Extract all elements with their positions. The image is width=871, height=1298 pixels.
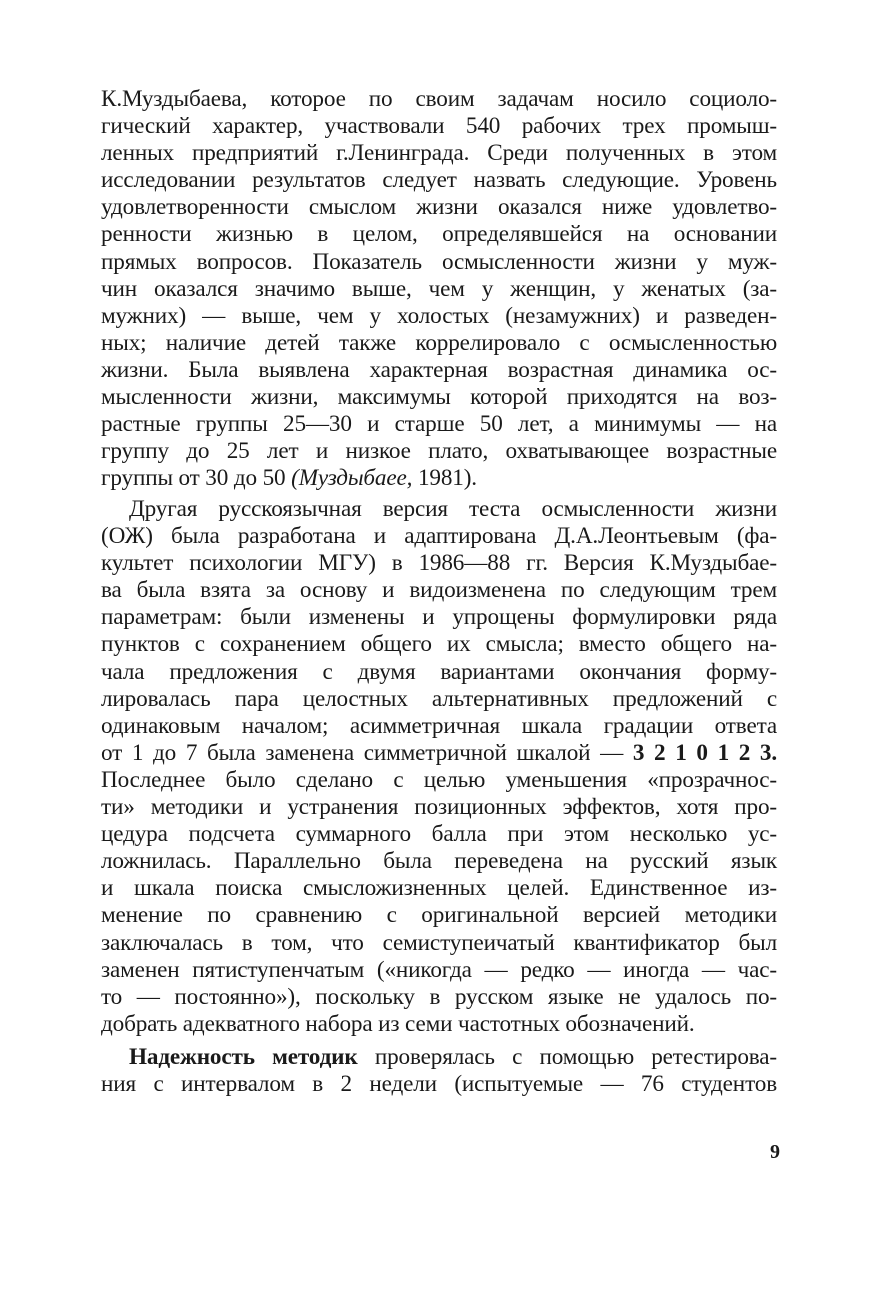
text-line: гический характер, участвовали 540 рабочих трех промыш-	[101, 113, 777, 140]
text-line-last	[101, 465, 777, 492]
section-heading-inline: Надежность методик	[129, 1044, 358, 1070]
text-line: удовлетворенности смыслом жизни оказался ниже удовлетво-	[101, 194, 777, 221]
text-fragment: от 1 до 7 была заменена симметричной шкалой —	[101, 739, 633, 766]
text-line-last: добрать адекватного набора из семи частотных обозначений.	[101, 1010, 695, 1037]
page-number: 9	[770, 1141, 780, 1163]
text-line-scale	[101, 740, 777, 767]
text-line-first	[101, 1044, 777, 1071]
text-line: одинаковым началом; асимметричная шкала градации ответа	[101, 712, 777, 739]
paragraph-3	[101, 1044, 777, 1098]
text-line: К.Муздыбаева, которое по своим задачам носило социоло-	[101, 86, 777, 112]
text-line: жизни. Была выявлена характерная возрастная динамика ос-	[101, 356, 777, 383]
paragraph-1	[101, 86, 777, 492]
text-line: (ОЖ) была разработана и адаптирована Д.А.Леонтьевым (фа-	[101, 523, 777, 550]
text-line: группу до 25 лет и низкое плато, охватывающее возрастные	[101, 438, 777, 465]
text-line: чала предложения с двумя вариантами окончания форму-	[101, 658, 777, 685]
scale-values: 3 2 1 0 1 2 3.	[632, 739, 777, 766]
text-line: чин оказался значимо выше, чем у женщин, у женатых (за-	[101, 275, 777, 302]
text-line-first: Другая русскоязычная версия теста осмысленности жизни	[129, 496, 777, 522]
text-line: и шкала поиска смысложизненных целей. Единственное из-	[101, 875, 777, 902]
citation-author: (Муздыбаее,	[291, 465, 413, 492]
text-line: то — постоянно»), поскольку в русском языке не удалось по-	[101, 983, 777, 1010]
text-line: Последнее было сделано с целью уменьшения «прозрачнос-	[101, 766, 777, 793]
text-line: менение по сравнению с оригинальной версией методики	[101, 902, 777, 929]
text-line: ных; наличие детей также коррелировало с осмысленностью	[101, 329, 777, 356]
text-line: ва была взята за основу и видоизменена по следующим трем	[101, 577, 777, 604]
text-line: мысленности жизни, максимумы которой приходятся на воз-	[101, 384, 777, 411]
text-line: заменен пятиступенчатым («никогда — редко — иногда — час-	[101, 956, 777, 983]
citation-year: 1981).	[412, 465, 477, 492]
text-line: исследовании результатов следует назвать следующие. Уровень	[101, 167, 777, 194]
text-fragment: группы от 30 до 50	[101, 465, 292, 492]
text-line: ти» методики и устранения позиционных эффектов, хотя про-	[101, 794, 777, 821]
text-line: растные группы 25—30 и старше 50 лет, а минимумы — на	[101, 411, 777, 438]
text-fragment: проверялась с помощью ретестирова-	[357, 1044, 777, 1070]
text-line: ренности жизнью в целом, определявшейся на основании	[101, 221, 777, 248]
text-line: параметрам: были изменены и упрощены формулировки ряда	[101, 604, 777, 631]
paragraph-2	[101, 496, 777, 1038]
text-line: заключалась в том, что семиступеичатый квантификатор был	[101, 929, 777, 956]
text-line: ния с интервалом в 2 недели (испытуемые — 76 студентов	[101, 1071, 777, 1098]
text-line: лировалась пара целостных альтернативных предложений с	[101, 685, 777, 712]
text-line: цедура подсчета суммарного балла при этом несколько ус-	[101, 821, 777, 848]
text-line: ложнилась. Параллельно была переведена на русский язык	[101, 848, 777, 875]
text-line: пунктов с сохранением общего их смысла; вместо общего на-	[101, 631, 777, 658]
text-line: прямых вопросов. Показатель осмысленности жизни у муж-	[101, 248, 777, 275]
text-line: ленных предприятий г.Ленинграда. Среди полученных в этом	[101, 140, 777, 167]
text-line: культет психологии МГУ) в 1986—88 гг. Версия К.Муздыбае-	[101, 550, 777, 577]
text-line: мужних) — выше, чем у холостых (незамужних) и разведен-	[101, 302, 777, 329]
